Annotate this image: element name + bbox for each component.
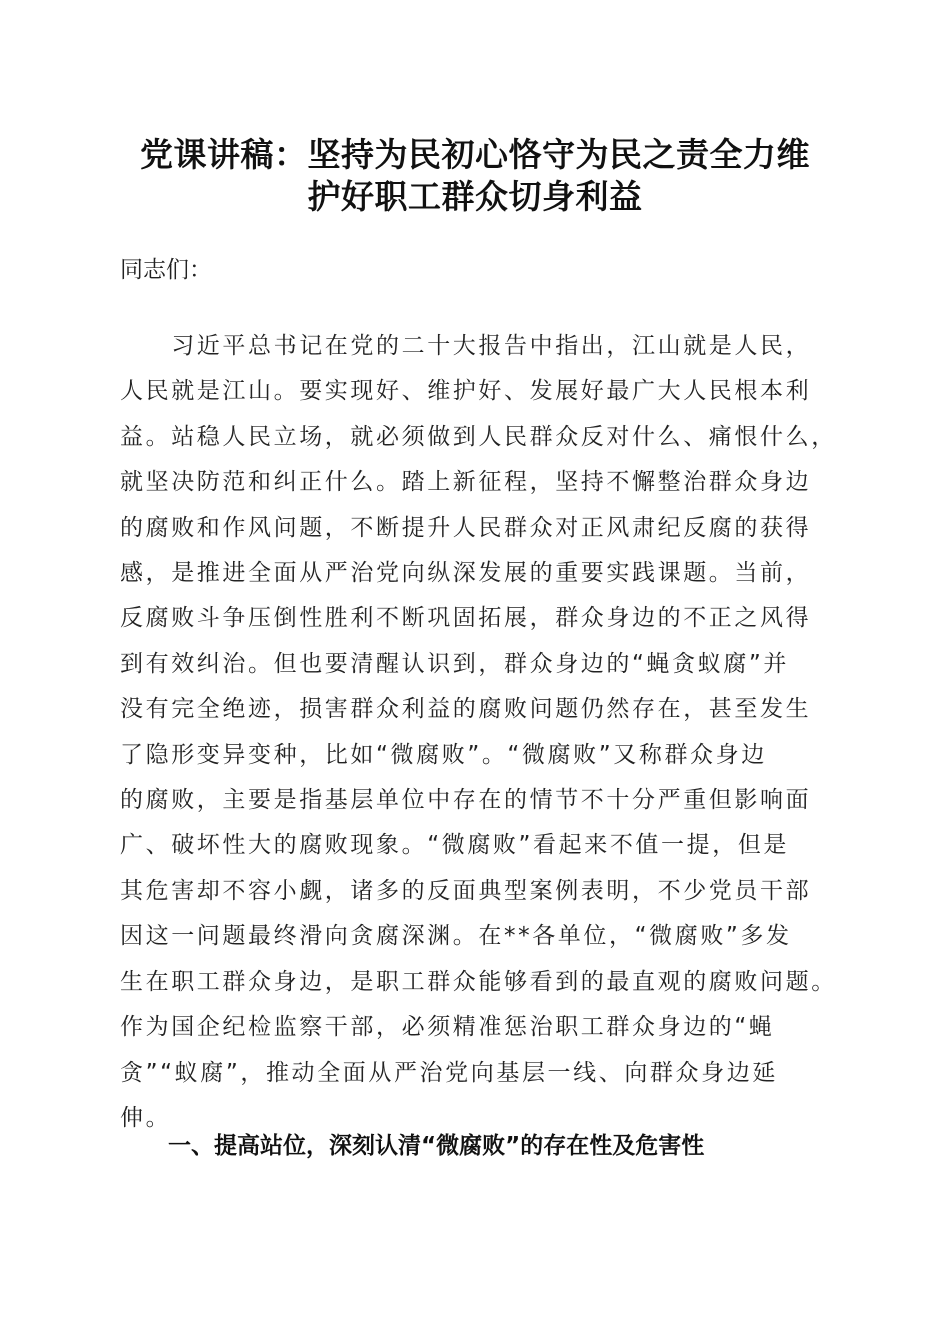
paragraph-line: 人民就是江山。要实现好、维护好、发展好最广大人民根本利	[120, 378, 812, 405]
paragraph-line: 没有完全绝迹，损害群众利益的腐败问题仍然存在，甚至发生	[120, 696, 812, 723]
paragraph-line: 贪”“蚁腐”，推动全面从严治党向基层一线、向群众身边延	[120, 1059, 778, 1086]
paragraph-line: 反腐败斗争压倒性胜利不断巩固拓展，群众身边的不正之风得	[120, 605, 812, 632]
paragraph-line: 生在职工群众身边，是职工群众能够看到的最直观的腐败问题。	[120, 968, 837, 995]
paragraph-line: 其危害却不容小觑，诸多的反面典型案例表明，不少党员干部	[120, 877, 812, 904]
document-title	[110, 134, 840, 218]
paragraph-line: 习近平总书记在党的二十大报告中指出，江山就是人民，	[120, 333, 812, 359]
title-line: 党课讲稿：坚持为民初心恪守为民之责全力维	[140, 135, 810, 174]
paragraph-line: 广、破坏性大的腐败现象。“微腐败”看起来不值一提，但是	[120, 832, 790, 859]
paragraph-line: 益。站稳人民立场，就必须做到人民群众反对什么、痛恨什么，	[120, 423, 837, 450]
paragraph-line: 的腐败和作风问题，不断提升人民群众对正风肃纪反腐的获得	[120, 514, 812, 541]
salutation: 同志们：	[120, 257, 212, 283]
paragraph-line: 就坚决防范和纠正什么。踏上新征程，坚持不懈整治群众身边	[120, 469, 812, 496]
paragraph-line: 了隐形变异变种，比如“微腐败”。“微腐败”又称群众身边	[120, 741, 767, 768]
paragraph-line: 伸。	[120, 1104, 172, 1131]
body-paragraph	[120, 324, 837, 1141]
paragraph-line: 的腐败，主要是指基层单位中存在的情节不十分严重但影响面	[120, 787, 812, 814]
paragraph-line: 因这一问题最终滑向贪腐深渊。在**各单位，“微腐败”多发	[120, 923, 792, 950]
section-heading: 一、提高站位，深刻认清“微腐败”的存在性及危害性	[168, 1133, 705, 1159]
paragraph-line: 作为国企纪检监察干部，必须精准惩治职工群众身边的“蝇	[120, 1014, 775, 1041]
title-line: 护好职工群众切身利益	[307, 177, 643, 216]
paragraph-line: 感，是推进全面从严治党向纵深发展的重要实践课题。当前，	[120, 560, 812, 587]
paragraph-line: 到有效纠治。但也要清醒认识到，群众身边的“蝇贪蚁腐”并	[120, 650, 790, 677]
